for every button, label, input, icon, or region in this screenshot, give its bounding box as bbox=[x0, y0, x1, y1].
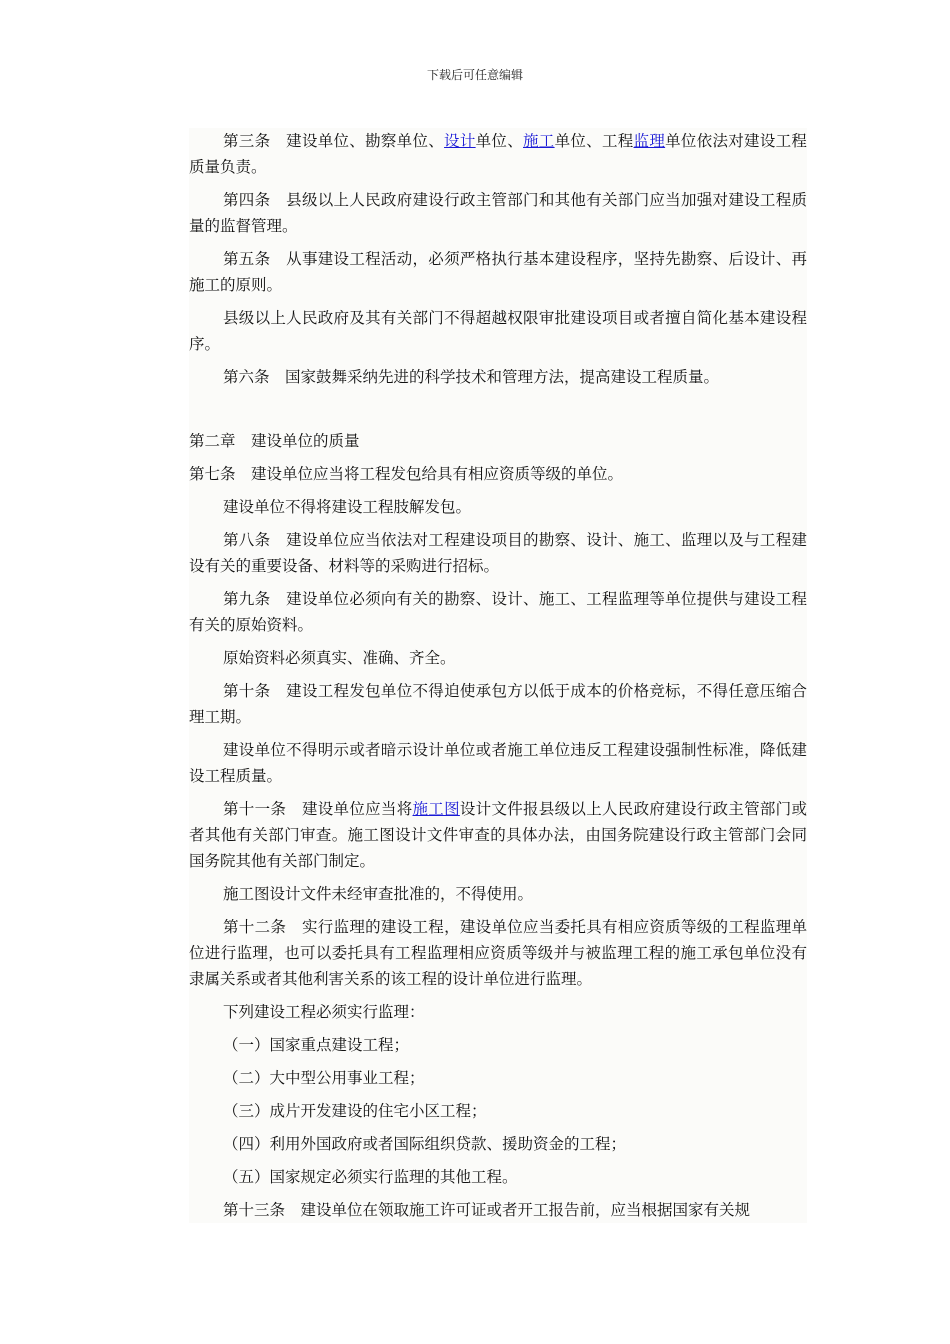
article-9: 第九条 建设单位必须向有关的勘察、设计、施工、工程监理等单位提供与建设工程有关的原始资料。 bbox=[189, 590, 807, 634]
link-design[interactable]: 设计 bbox=[444, 132, 476, 150]
article-3 bbox=[189, 128, 807, 180]
chapter-heading: 第二章 建设单位的质量 bbox=[189, 432, 360, 450]
article-5-clause-2: 县级以上人民政府及其有关部门不得超越权限审批建设项目或者擅自简化基本建设程序。 bbox=[189, 309, 807, 353]
list-item: （五）国家规定必须实行监理的其他工程。 bbox=[223, 1168, 518, 1186]
article-6: 第六条 国家鼓舞采纳先进的科学技术和管理方法，提高建设工程质量。 bbox=[223, 368, 720, 386]
article-7: 第七条 建设单位应当将工程发包给具有相应资质等级的单位。 bbox=[189, 465, 624, 483]
article-12-clause-2: 下列建设工程必须实行监理： bbox=[223, 1003, 425, 1021]
article-8: 第八条 建设单位应当依法对工程建设项目的勘察、设计、施工、监理以及与工程建设有关的重要设备、材料等的采购进行招标。 bbox=[189, 531, 807, 575]
article-11-text-b: 设计文件报县级以上人民政府建设行政主管部门或者其他有关部门审查。施工图设计文件审查的具体办法，由国务院建设行政主管部门会同国务院其他有关部门制定。 bbox=[189, 800, 807, 870]
article-3-text-b: 单位、 bbox=[475, 132, 523, 150]
article-13: 第十三条 建设单位在领取施工许可证或者开工报告前，应当根据国家有关规 bbox=[223, 1201, 751, 1219]
article-9-clause-2: 原始资料必须真实、准确、齐全。 bbox=[223, 649, 456, 667]
article-11-text-a: 第十一条 建设单位应当将 bbox=[223, 800, 413, 818]
article-10-clause-2: 建设单位不得明示或者暗示设计单位或者施工单位违反工程建设强制性标准，降低建设工程质量。 bbox=[189, 741, 807, 785]
article-7-clause-2: 建设单位不得将建设工程肢解发包。 bbox=[223, 498, 472, 516]
article-3-text-a: 第三条 建设单位、勘察单位、 bbox=[223, 132, 445, 150]
list-item: （四）利用外国政府或者国际组织贷款、援助资金的工程； bbox=[223, 1135, 627, 1153]
article-5: 第五条 从事建设工程活动，必须严格执行基本建设程序，坚持先勘察、后设计、再施工的原则。 bbox=[189, 250, 807, 294]
article-11-clause-2: 施工图设计文件未经审查批准的，不得使用。 bbox=[223, 885, 534, 903]
article-11 bbox=[189, 796, 807, 874]
link-construction[interactable]: 施工 bbox=[523, 132, 555, 150]
list-item: （二）大中型公用事业工程； bbox=[223, 1069, 425, 1087]
article-3-text-d: 单位依法对建设工程质量负责。 bbox=[189, 132, 807, 176]
article-10: 第十条 建设工程发包单位不得迫使承包方以低于成本的价格竞标，不得任意压缩合理工期。 bbox=[189, 682, 807, 726]
list-item: （三）成片开发建设的住宅小区工程； bbox=[223, 1102, 487, 1120]
page-header: 下载后可任意编辑 bbox=[426, 68, 523, 82]
list-item: （一）国家重点建设工程； bbox=[223, 1036, 410, 1054]
link-supervision[interactable]: 监理 bbox=[633, 132, 666, 150]
article-4: 第四条 县级以上人民政府建设行政主管部门和其他有关部门应当加强对建设工程质量的监督管理。 bbox=[189, 191, 807, 235]
document-body bbox=[189, 128, 807, 1223]
section-gap bbox=[189, 397, 807, 428]
article-3-text-c: 单位、工程 bbox=[554, 132, 634, 150]
article-12: 第十二条 实行监理的建设工程，建设单位应当委托具有相应资质等级的工程监理单位进行监理，也可以委托具有工程监理相应资质等级并与被监理工程的施工承包单位没有隶属关系或者其他利害关系的该工程的设计单位进行监理。 bbox=[189, 918, 807, 988]
link-construction-drawing[interactable]: 施工图 bbox=[412, 800, 460, 818]
